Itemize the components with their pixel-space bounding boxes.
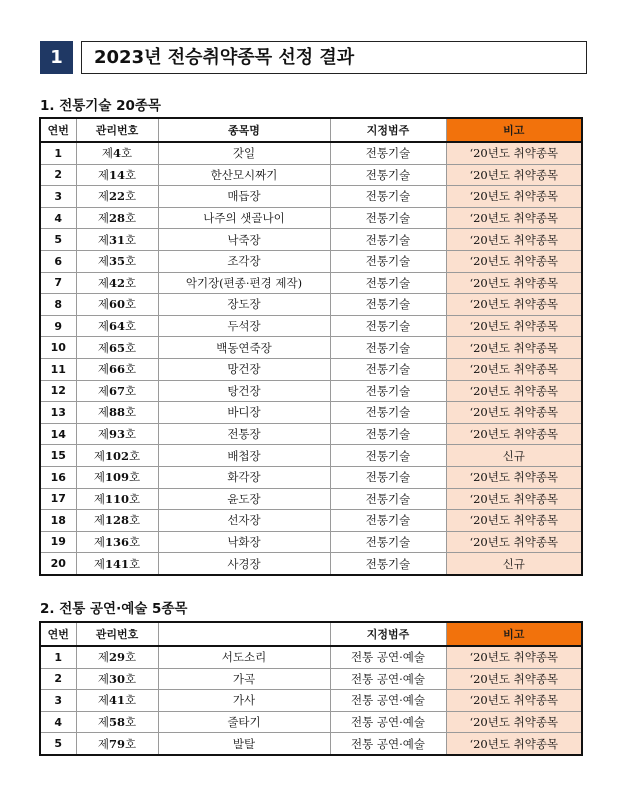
table-row [40, 646, 582, 668]
item-name: 나주의 샛골나이 [158, 207, 330, 229]
row-number: 18 [40, 510, 76, 532]
note: ‘20년도 취약종목 [446, 229, 582, 251]
management-number [76, 711, 158, 733]
section1-table [39, 117, 583, 576]
row-number: 1 [40, 646, 76, 668]
section2-table [39, 621, 583, 756]
header-category: 지정범주 [330, 622, 446, 646]
mgmt-prefix: 제 [97, 383, 109, 398]
category: 전통기술 [330, 445, 446, 467]
mgmt-prefix: 제 [97, 297, 109, 312]
note: ‘20년도 취약종목 [446, 337, 582, 359]
mgmt-suffix: 호 [129, 534, 141, 549]
row-number: 7 [40, 272, 76, 294]
row-number: 11 [40, 358, 76, 380]
category: 전통 공연·예술 [330, 690, 446, 712]
note: ‘20년도 취약종목 [446, 207, 582, 229]
title-number-badge: 1 [40, 41, 73, 74]
management-number [76, 337, 158, 359]
mgmt-prefix: 제 [93, 534, 105, 549]
mgmt-number-value: 4 [112, 146, 121, 161]
category: 전통 공연·예술 [330, 711, 446, 733]
row-number: 3 [40, 186, 76, 208]
table-row [40, 186, 582, 208]
note: ‘20년도 취약종목 [446, 272, 582, 294]
mgmt-suffix: 호 [129, 448, 141, 463]
note: ‘20년도 취약종목 [446, 142, 582, 164]
mgmt-suffix: 호 [125, 671, 137, 686]
note: 신규 [446, 553, 582, 575]
item-name: 매듭장 [158, 186, 330, 208]
item-name: 갓일 [158, 142, 330, 164]
row-number: 17 [40, 488, 76, 510]
item-name: 한산모시짜기 [158, 164, 330, 186]
item-name: 낙죽장 [158, 229, 330, 251]
category: 전통기술 [330, 466, 446, 488]
mgmt-suffix: 호 [125, 736, 137, 751]
header-no: 연번 [40, 118, 76, 142]
category: 전통기술 [330, 402, 446, 424]
management-number [76, 466, 158, 488]
header-mgmt-no: 관리번호 [76, 622, 158, 646]
item-name: 전통장 [158, 423, 330, 445]
management-number [76, 272, 158, 294]
header-item-name: 종목명 [158, 118, 330, 142]
item-name: 장도장 [158, 294, 330, 316]
management-number [76, 294, 158, 316]
mgmt-suffix: 호 [125, 715, 137, 730]
table-row [40, 272, 582, 294]
mgmt-prefix: 제 [97, 275, 109, 290]
category: 전통 공연·예술 [330, 646, 446, 668]
note: ‘20년도 취약종목 [446, 250, 582, 272]
item-name: 악기장(편종·편경 제작) [158, 272, 330, 294]
row-number: 13 [40, 402, 76, 424]
note: ‘20년도 취약종목 [446, 646, 582, 668]
category: 전통기술 [330, 186, 446, 208]
mgmt-prefix: 제 [97, 427, 109, 442]
row-number: 16 [40, 466, 76, 488]
mgmt-prefix: 제 [93, 470, 105, 485]
category: 전통기술 [330, 207, 446, 229]
table-row [40, 531, 582, 553]
mgmt-number-value: 66 [108, 362, 125, 377]
table-row [40, 733, 582, 755]
category: 전통기술 [330, 553, 446, 575]
row-number: 3 [40, 690, 76, 712]
item-name: 두석장 [158, 315, 330, 337]
mgmt-suffix: 호 [125, 189, 137, 204]
mgmt-prefix: 제 [97, 650, 109, 665]
header-mgmt-no: 관리번호 [76, 118, 158, 142]
row-number: 2 [40, 164, 76, 186]
management-number [76, 186, 158, 208]
mgmt-suffix: 호 [125, 693, 137, 708]
mgmt-number-value: 31 [108, 232, 125, 247]
mgmt-number-value: 64 [108, 319, 125, 334]
mgmt-number-value: 79 [108, 736, 125, 751]
note: ‘20년도 취약종목 [446, 488, 582, 510]
mgmt-suffix: 호 [125, 405, 137, 420]
mgmt-suffix: 호 [129, 556, 141, 571]
table-row [40, 142, 582, 164]
header-no: 연번 [40, 622, 76, 646]
item-name: 배첩장 [158, 445, 330, 467]
item-name: 바디장 [158, 402, 330, 424]
table-header-row [40, 622, 582, 646]
management-number [76, 164, 158, 186]
mgmt-prefix: 제 [93, 556, 105, 571]
category: 전통기술 [330, 294, 446, 316]
mgmt-prefix: 제 [97, 715, 109, 730]
category: 전통기술 [330, 423, 446, 445]
row-number: 8 [40, 294, 76, 316]
category: 전통기술 [330, 531, 446, 553]
table-row [40, 668, 582, 690]
note: ‘20년도 취약종목 [446, 164, 582, 186]
mgmt-number-value: 110 [104, 491, 129, 506]
management-number [76, 229, 158, 251]
row-number: 1 [40, 142, 76, 164]
category: 전통기술 [330, 164, 446, 186]
mgmt-suffix: 호 [125, 275, 137, 290]
note: ‘20년도 취약종목 [446, 668, 582, 690]
table-row [40, 423, 582, 445]
header-item-name [158, 622, 330, 646]
mgmt-suffix: 호 [125, 340, 137, 355]
management-number [76, 358, 158, 380]
table-row [40, 466, 582, 488]
item-name: 사경장 [158, 553, 330, 575]
note: ‘20년도 취약종목 [446, 510, 582, 532]
item-name: 줄타기 [158, 711, 330, 733]
mgmt-prefix: 제 [93, 448, 105, 463]
mgmt-number-value: 35 [108, 254, 125, 269]
management-number [76, 207, 158, 229]
mgmt-suffix: 호 [129, 470, 141, 485]
mgmt-prefix: 제 [97, 211, 109, 226]
title-text: 2023년 전승취약종목 선정 결과 [81, 41, 587, 74]
row-number: 2 [40, 668, 76, 690]
mgmt-suffix: 호 [121, 146, 133, 161]
note: ‘20년도 취약종목 [446, 186, 582, 208]
mgmt-number-value: 88 [108, 405, 125, 420]
note: ‘20년도 취약종목 [446, 690, 582, 712]
category: 전통기술 [330, 229, 446, 251]
table-row [40, 250, 582, 272]
item-name: 서도소리 [158, 646, 330, 668]
header-note: 비고 [446, 622, 582, 646]
row-number: 6 [40, 250, 76, 272]
row-number: 19 [40, 531, 76, 553]
management-number [76, 488, 158, 510]
table-row [40, 690, 582, 712]
item-name: 조각장 [158, 250, 330, 272]
item-name: 발탈 [158, 733, 330, 755]
category: 전통기술 [330, 250, 446, 272]
mgmt-number-value: 109 [104, 470, 129, 485]
mgmt-number-value: 128 [104, 513, 129, 528]
table-row [40, 358, 582, 380]
row-number: 14 [40, 423, 76, 445]
mgmt-suffix: 호 [129, 491, 141, 506]
category: 전통기술 [330, 510, 446, 532]
mgmt-suffix: 호 [125, 362, 137, 377]
mgmt-number-value: 67 [108, 383, 125, 398]
mgmt-prefix: 제 [97, 340, 109, 355]
item-name: 탕건장 [158, 380, 330, 402]
section2-heading: 2. 전통 공연·예술 5종목 [40, 601, 188, 617]
mgmt-prefix: 제 [97, 736, 109, 751]
note: ‘20년도 취약종목 [446, 315, 582, 337]
mgmt-number-value: 42 [108, 275, 125, 290]
table-row [40, 445, 582, 467]
mgmt-number-value: 136 [104, 534, 129, 549]
table-row [40, 337, 582, 359]
mgmt-number-value: 58 [108, 715, 125, 730]
management-number [76, 646, 158, 668]
mgmt-suffix: 호 [129, 513, 141, 528]
mgmt-number-value: 29 [108, 650, 125, 665]
note: ‘20년도 취약종목 [446, 380, 582, 402]
mgmt-suffix: 호 [125, 167, 137, 182]
mgmt-prefix: 제 [93, 491, 105, 506]
note: ‘20년도 취약종목 [446, 402, 582, 424]
mgmt-suffix: 호 [125, 319, 137, 334]
item-name: 백동연죽장 [158, 337, 330, 359]
table-row [40, 488, 582, 510]
note: 신규 [446, 445, 582, 467]
mgmt-prefix: 제 [97, 405, 109, 420]
note: ‘20년도 취약종목 [446, 466, 582, 488]
category: 전통 공연·예술 [330, 668, 446, 690]
table-row [40, 315, 582, 337]
mgmt-prefix: 제 [97, 254, 109, 269]
table-row [40, 510, 582, 532]
management-number [76, 668, 158, 690]
management-number [76, 553, 158, 575]
mgmt-prefix: 제 [97, 189, 109, 204]
management-number [76, 142, 158, 164]
table-row [40, 380, 582, 402]
category: 전통기술 [330, 488, 446, 510]
mgmt-prefix: 제 [97, 362, 109, 377]
management-number [76, 445, 158, 467]
management-number [76, 380, 158, 402]
mgmt-number-value: 60 [108, 297, 125, 312]
mgmt-number-value: 102 [104, 448, 129, 463]
item-name: 선자장 [158, 510, 330, 532]
table-row [40, 164, 582, 186]
category: 전통기술 [330, 142, 446, 164]
table-row [40, 229, 582, 251]
mgmt-number-value: 14 [108, 167, 125, 182]
management-number [76, 250, 158, 272]
note: ‘20년도 취약종목 [446, 733, 582, 755]
section1-heading: 1. 전통기술 20종목 [40, 98, 161, 114]
row-number: 5 [40, 229, 76, 251]
mgmt-number-value: 141 [104, 556, 129, 571]
mgmt-suffix: 호 [125, 650, 137, 665]
table-row [40, 711, 582, 733]
management-number [76, 733, 158, 755]
category: 전통 공연·예술 [330, 733, 446, 755]
row-number: 9 [40, 315, 76, 337]
category: 전통기술 [330, 337, 446, 359]
row-number: 5 [40, 733, 76, 755]
category: 전통기술 [330, 358, 446, 380]
mgmt-prefix: 제 [101, 146, 113, 161]
category: 전통기술 [330, 380, 446, 402]
mgmt-suffix: 호 [125, 254, 137, 269]
row-number: 20 [40, 553, 76, 575]
mgmt-prefix: 제 [97, 671, 109, 686]
item-name: 화각장 [158, 466, 330, 488]
row-number: 10 [40, 337, 76, 359]
row-number: 4 [40, 711, 76, 733]
category: 전통기술 [330, 315, 446, 337]
management-number [76, 510, 158, 532]
management-number [76, 315, 158, 337]
row-number: 12 [40, 380, 76, 402]
note: ‘20년도 취약종목 [446, 531, 582, 553]
mgmt-prefix: 제 [93, 513, 105, 528]
mgmt-suffix: 호 [125, 427, 137, 442]
mgmt-prefix: 제 [97, 693, 109, 708]
mgmt-number-value: 41 [108, 693, 125, 708]
item-name: 망건장 [158, 358, 330, 380]
mgmt-suffix: 호 [125, 383, 137, 398]
management-number [76, 690, 158, 712]
row-number: 15 [40, 445, 76, 467]
table-row [40, 207, 582, 229]
item-name: 낙화장 [158, 531, 330, 553]
note: ‘20년도 취약종목 [446, 711, 582, 733]
mgmt-number-value: 93 [108, 427, 125, 442]
item-name: 가사 [158, 690, 330, 712]
mgmt-number-value: 65 [108, 340, 125, 355]
row-number: 4 [40, 207, 76, 229]
mgmt-number-value: 30 [108, 671, 125, 686]
mgmt-number-value: 22 [108, 189, 125, 204]
header-category: 지정범주 [330, 118, 446, 142]
mgmt-suffix: 호 [125, 211, 137, 226]
category: 전통기술 [330, 272, 446, 294]
note: ‘20년도 취약종목 [446, 358, 582, 380]
management-number [76, 402, 158, 424]
management-number [76, 531, 158, 553]
note: ‘20년도 취약종목 [446, 294, 582, 316]
mgmt-prefix: 제 [97, 232, 109, 247]
table-header-row [40, 118, 582, 142]
mgmt-prefix: 제 [97, 319, 109, 334]
item-name: 가곡 [158, 668, 330, 690]
mgmt-number-value: 28 [108, 211, 125, 226]
management-number [76, 423, 158, 445]
note: ‘20년도 취약종목 [446, 423, 582, 445]
mgmt-prefix: 제 [97, 167, 109, 182]
table-row [40, 294, 582, 316]
table-row [40, 402, 582, 424]
item-name: 윤도장 [158, 488, 330, 510]
mgmt-suffix: 호 [125, 232, 137, 247]
mgmt-suffix: 호 [125, 297, 137, 312]
document-title [40, 41, 575, 74]
table-row [40, 553, 582, 575]
header-note: 비고 [446, 118, 582, 142]
